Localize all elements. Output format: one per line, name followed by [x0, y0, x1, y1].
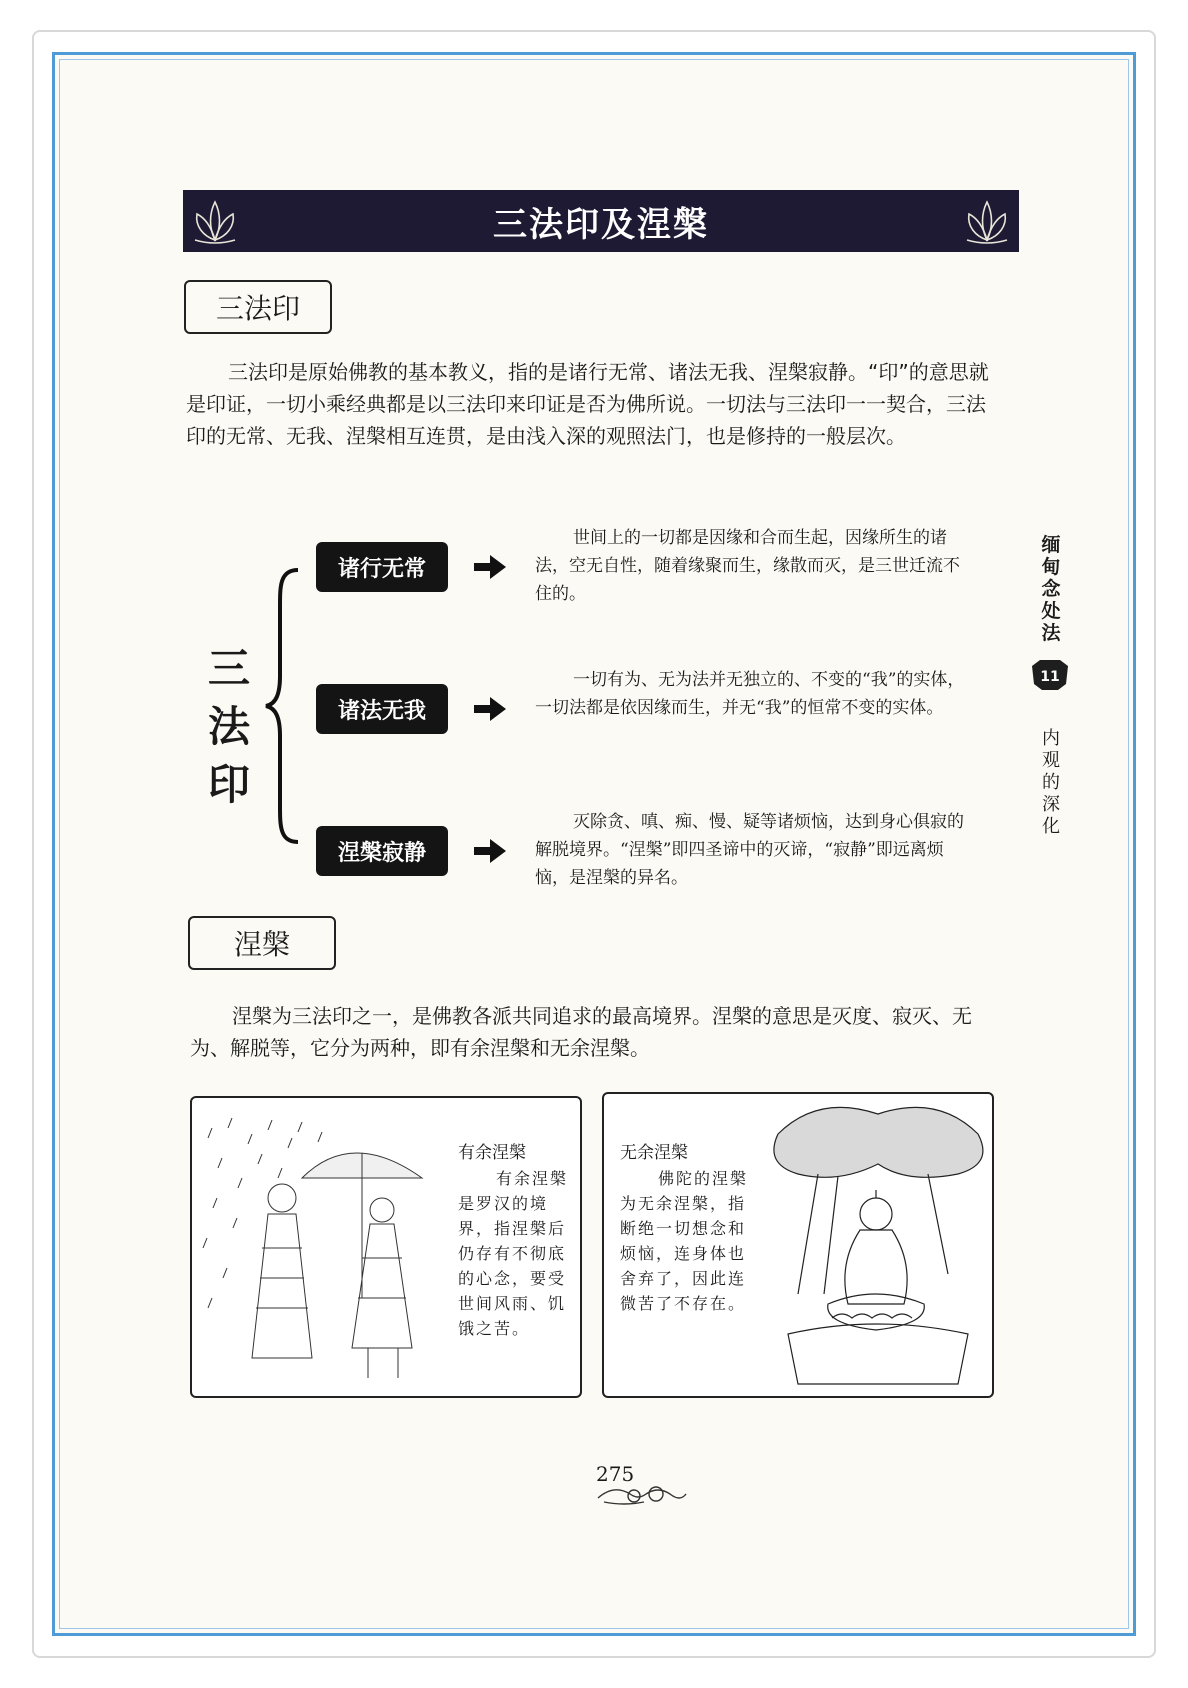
section-heading-text: 三法印	[215, 292, 300, 325]
page-number: 275	[596, 1462, 635, 1486]
section-heading-niepan	[188, 916, 336, 970]
illustration-text: 佛陀的涅槃为无余涅槃，指断绝一切想念和烦恼，连身体也舍弃了，因此连微苦了不存在。	[620, 1169, 749, 1313]
cloud-swirl-icon	[594, 1480, 690, 1508]
section-heading-text: 涅槃	[233, 928, 290, 961]
lotus-ornament-icon	[961, 196, 1013, 246]
curly-brace-icon	[262, 566, 302, 846]
description-zhuxingwuchang: 世间上的一切都是因缘和合而生起，因缘所生的诸法，空无自性，随着缘聚而生，缘散而灭，是三世迁流不住的。	[535, 528, 960, 604]
pill-zhufawuwo	[316, 684, 448, 734]
page-title: 三法印及涅槃	[493, 204, 709, 245]
illustration-text: 有余涅槃是罗汉的境界，指涅槃后仍存有不彻底的心念，要受世间风雨、饥饿之苦。	[458, 1169, 569, 1338]
chapter-badge-icon	[1030, 660, 1070, 690]
pill-niepanjijing	[316, 826, 448, 876]
description-zhufawuwo: 一切有为、无为法并无独立的、不变的“我”的实体，一切法都是依因缘而生，并无“我”的恒常不变的实体。	[535, 670, 965, 718]
illustration-title: 有余涅槃	[458, 1143, 526, 1163]
buddha-under-tree-illustration	[758, 1094, 994, 1396]
monks-in-rain-illustration	[192, 1098, 442, 1396]
pill-zhuxingwuchang	[316, 542, 448, 592]
lotus-ornament-icon	[189, 196, 241, 246]
illustration-card-wuyu	[602, 1092, 994, 1398]
diagram-label: 三法印	[208, 644, 251, 809]
arrow-right-icon	[474, 555, 506, 579]
pill-label: 诸行无常	[337, 556, 426, 582]
arrow-right-icon	[474, 839, 506, 863]
section-paragraph: 三法印是原始佛教的基本教义，指的是诸行无常、诸法无我、涅槃寂静。“印”的意思就是印证，一切小乘经典都是以三法印来印证是否为佛所说。一切法与三法印一一契合，三法印的无常、无我、涅槃相互连贯，是由浅入深的观照法门，也是修持的一般层次。	[186, 360, 989, 448]
pill-label: 涅槃寂静	[337, 840, 426, 866]
pill-label: 诸法无我	[337, 698, 426, 724]
illustration-title: 无余涅槃	[620, 1143, 688, 1163]
description-niepanjijing: 灭除贪、嗔、痴、慢、疑等诸烦恼，达到身心俱寂的解脱境界。“涅槃”即四圣谛中的灭谛，“寂静”即远离烦恼，是涅槃的异名。	[535, 812, 964, 888]
section-heading-sanfayin	[184, 280, 332, 334]
arrow-right-icon	[474, 697, 506, 721]
book-title-vertical: 缅甸念处法	[1041, 534, 1061, 644]
title-banner	[183, 190, 1019, 252]
chapter-number: 11	[1040, 669, 1060, 685]
section-paragraph: 涅槃为三法印之一，是佛教各派共同追求的最高境界。涅槃的意思是灭度、寂灭、无为、解脱等，它分为两种，即有余涅槃和无余涅槃。	[190, 1004, 972, 1060]
chapter-title-vertical: 内观的深化	[1042, 728, 1060, 837]
illustration-card-youyu	[190, 1096, 582, 1398]
